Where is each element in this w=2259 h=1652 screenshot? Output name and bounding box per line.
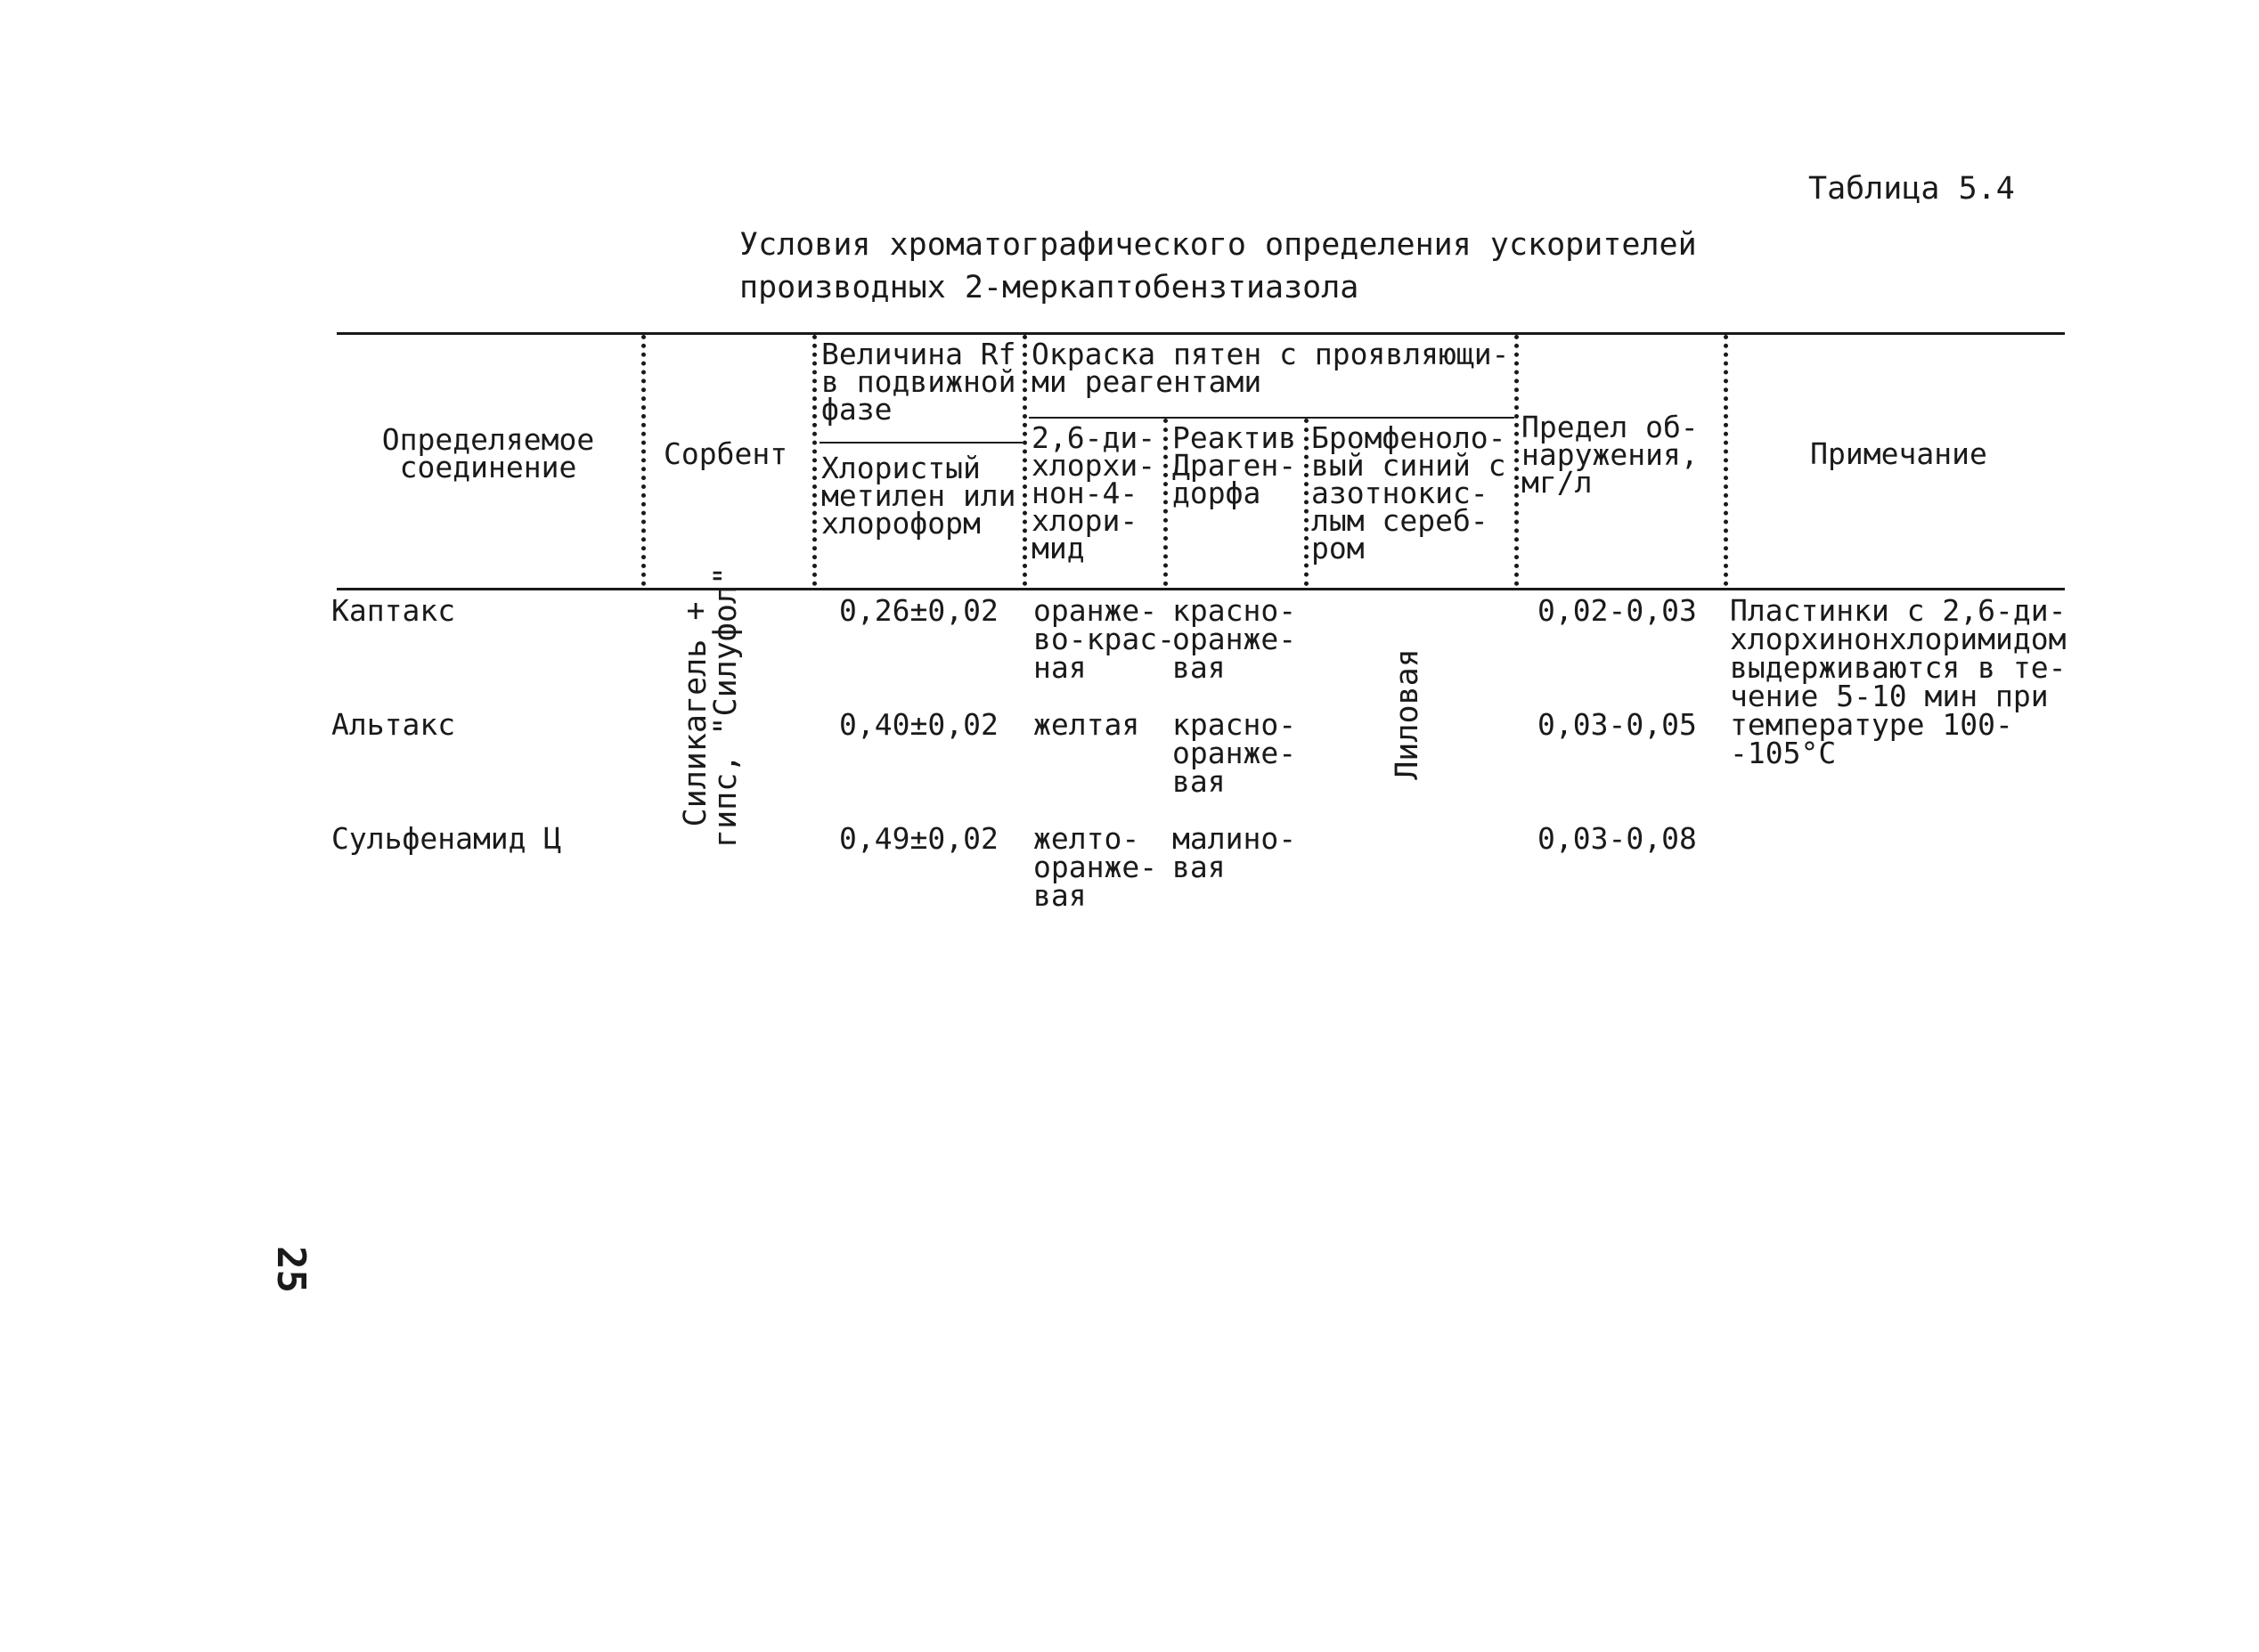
table-title-line-2: производных 2-меркаптобензтиазола	[739, 270, 1359, 305]
column-separator	[1023, 335, 1027, 586]
cell-rf-kaptaks: 0,26±0,02	[839, 593, 999, 628]
header-rf: Величина Rf в подвижной фазе	[821, 337, 1016, 427]
header-color-dragendorff: Реактив Драген- дорфа	[1172, 420, 1297, 510]
cell-bromophenol-rotated: Лиловая	[1390, 648, 1425, 780]
page-number: 25	[267, 1246, 314, 1293]
header-color-group: Окраска пятен с проявляющи- ми реагентами	[1032, 337, 1510, 399]
cell-color2-sulfenamid: малино- вая	[1172, 821, 1297, 884]
header-rf-solvent: Хлористый метилен или хлороформ	[821, 451, 1016, 541]
table-top-rule	[337, 332, 2065, 335]
cell-rf-sulfenamid: 0,49±0,02	[839, 821, 999, 856]
column-separator	[1514, 335, 1519, 586]
column-separator	[641, 335, 646, 586]
column-separator	[1724, 335, 1728, 586]
header-note: Примечание	[1810, 436, 1987, 471]
color-group-divider	[1029, 417, 1514, 419]
cell-color2-kaptaks: красно- оранже- вая	[1172, 593, 1297, 685]
column-separator	[1163, 419, 1168, 586]
cell-note: Пластинки с 2,6-ди- хлорхинонхлоримидом выдерживаются в те- чение 5-10 мин при температуре 100- -105°С	[1730, 593, 2067, 770]
cell-compound-kaptaks: Каптакс	[331, 593, 456, 628]
cell-limit-altaks: 0,03-0,05	[1537, 707, 1697, 742]
header-bottom-rule	[337, 588, 2065, 590]
cell-sorbent-rotated: Силикагель + гипс, "Силуфол"	[678, 566, 744, 848]
cell-rf-altaks: 0,40±0,02	[839, 707, 999, 742]
rf-group-divider	[820, 442, 1023, 444]
cell-compound-altaks: Альтакс	[331, 707, 456, 742]
cell-color1-kaptaks: оранже- во-крас- ная	[1033, 593, 1175, 685]
cell-limit-sulfenamid: 0,03-0,08	[1537, 821, 1697, 856]
table-title-line-1: Условия хроматографического определения ускорителей	[739, 227, 1697, 263]
table-caption: Таблица 5.4	[1808, 171, 2015, 207]
cell-color1-altaks: желтая	[1033, 707, 1140, 742]
header-color-dichloroquinone: 2,6-ди- хлорхи- нон-4- хлори- мид	[1032, 420, 1156, 566]
cell-compound-sulfenamid: Сульфенамид Ц	[331, 821, 562, 856]
header-detection-limit: Предел об- наружения, мг/л	[1521, 410, 1699, 500]
cell-color1-sulfenamid: желто- оранже- вая	[1033, 821, 1158, 913]
cell-color2-altaks: красно- оранже- вая	[1172, 707, 1297, 799]
header-compound: Определяемое соединение	[381, 422, 595, 484]
column-separator	[1304, 419, 1309, 586]
cell-limit-kaptaks: 0,02-0,03	[1537, 593, 1697, 628]
header-color-bromophenol: Бромфеноло- вый синий с азотнокис- лым сереб- ром	[1311, 420, 1506, 566]
column-separator	[812, 335, 817, 586]
header-sorbent: Сорбент	[664, 436, 788, 471]
